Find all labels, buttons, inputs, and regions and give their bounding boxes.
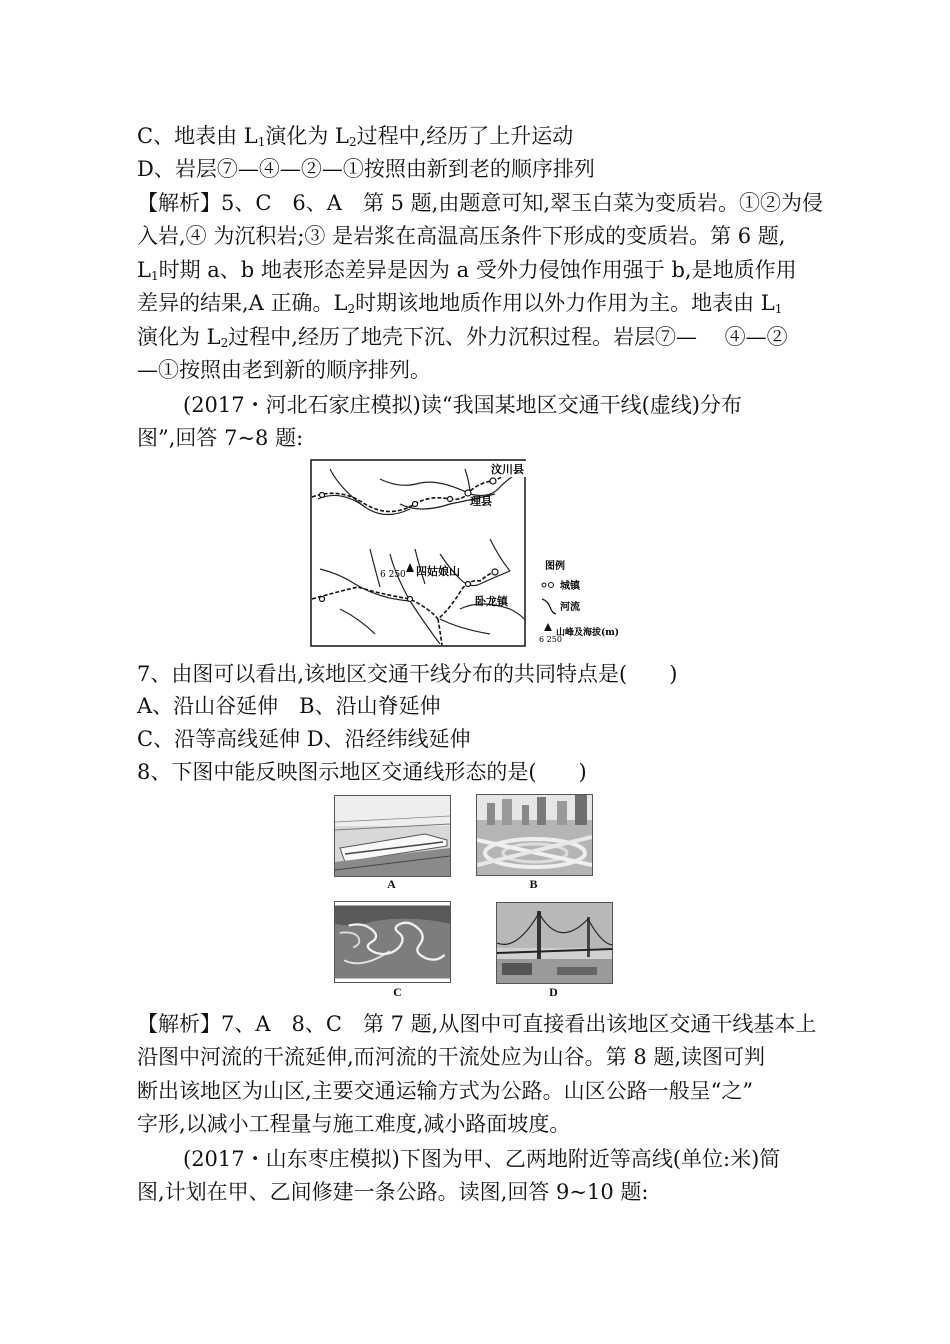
analysis1-line2: 入岩,④ 为沉积岩;③ 是岩浆在高温高压条件下形成的变质岩。第 6 题,: [137, 224, 786, 248]
q6-option-d: D、岩层⑦—④—②—①按照由新到老的顺序排列: [137, 157, 595, 181]
analysis1-line3: $L_1$时期 a、b 地表形态差异是因为 a 受外力侵蚀作用强于 b,是地质作用: [137, 258, 797, 283]
q7-stem: 7、由图可以看出,该地区交通干线分布的共同特点是( ): [137, 662, 678, 686]
map-label-peak-elev: 6 250: [380, 570, 406, 580]
q7-options-cd: C、沿等高线延伸 D、沿经纬线延伸: [137, 727, 471, 751]
intro1-line2: 图”,回答 7~8 题:: [137, 426, 304, 450]
analysis2-line3: 断出该地区为山区,主要交通运输方式为公路。山区公路一般呈“之”: [137, 1079, 754, 1103]
analysis2-line4: 字形,以减小工程量与施工难度,减小路面坡度。: [137, 1112, 571, 1136]
intro1-line1: (2017・河北石家庄模拟)读“我国某地区交通干线(虚线)分布: [183, 393, 742, 417]
q6-option-c: C、地表由 $L_1$演化为 $L_2$过程中,经历了上升运动: [137, 124, 574, 149]
map-label-wolong: 卧龙镇: [475, 595, 508, 608]
photo-a-label: A: [387, 877, 396, 891]
map-label-wenchuan: 汶川县: [491, 463, 524, 476]
legend-peak: 山峰及海拔(m): [556, 628, 620, 638]
photo-c-label: C: [393, 985, 402, 999]
legend-town: 城镇: [560, 581, 580, 592]
photo-d-bridge: [496, 902, 613, 984]
intro2-line1: (2017・山东枣庄模拟)下图为甲、乙两地附近等高线(单位:米)简: [183, 1147, 781, 1171]
analysis1-line6: —①按照由老到新的顺序排列。: [137, 358, 431, 382]
traffic-map-figure: [310, 459, 650, 647]
q8-stem: 8、下图中能反映图示地区交通线形态的是( ): [137, 760, 587, 784]
legend-river-icon: [542, 599, 556, 614]
photo-d-label: D: [549, 985, 558, 999]
legend-peak-icon: [544, 623, 552, 631]
legend-town-icon: [542, 583, 546, 587]
legend-river: 河流: [560, 602, 580, 613]
analysis1-line5: 演化为 $L_2$过程中,经历了地壳下沉、外力沉积过程。岩层⑦— ④—②: [137, 325, 788, 350]
legend-peak-elev: 6 250: [539, 635, 562, 644]
legend-title: 图例: [545, 561, 565, 572]
analysis2-line1: 【解析】7、A 8、C 第 7 题,从图中可直接看出该地区交通干线基本上: [137, 1012, 817, 1036]
analysis1-line1: 【解析】5、C 6、A 第 5 题,由题意可知,翠玉白菜为变质岩。①②为侵: [137, 191, 824, 215]
analysis1-line4: 差异的结果,A 正确。$L_2$时期该地地质作用以外力作用为主。地表由 $L_1$: [137, 291, 783, 316]
photo-a-train: [334, 795, 451, 877]
map-label-peak-name: 四姑娘山: [416, 565, 460, 578]
analysis2-line2: 沿图中河流的干流延伸,而河流的干流处应为山谷。第 8 题,读图可判: [137, 1045, 766, 1069]
photo-b-overpass: [476, 794, 593, 876]
photo-b-label: B: [529, 877, 538, 891]
photo-c-zigzag-road: [334, 901, 451, 983]
map-label-lixian: 理县: [470, 495, 492, 508]
intro2-line2: 图,计划在甲、乙间修建一条公路。读图,回答 9~10 题:: [137, 1180, 649, 1204]
q7-options-ab: A、沿山谷延伸 B、沿山脊延伸: [137, 694, 441, 718]
